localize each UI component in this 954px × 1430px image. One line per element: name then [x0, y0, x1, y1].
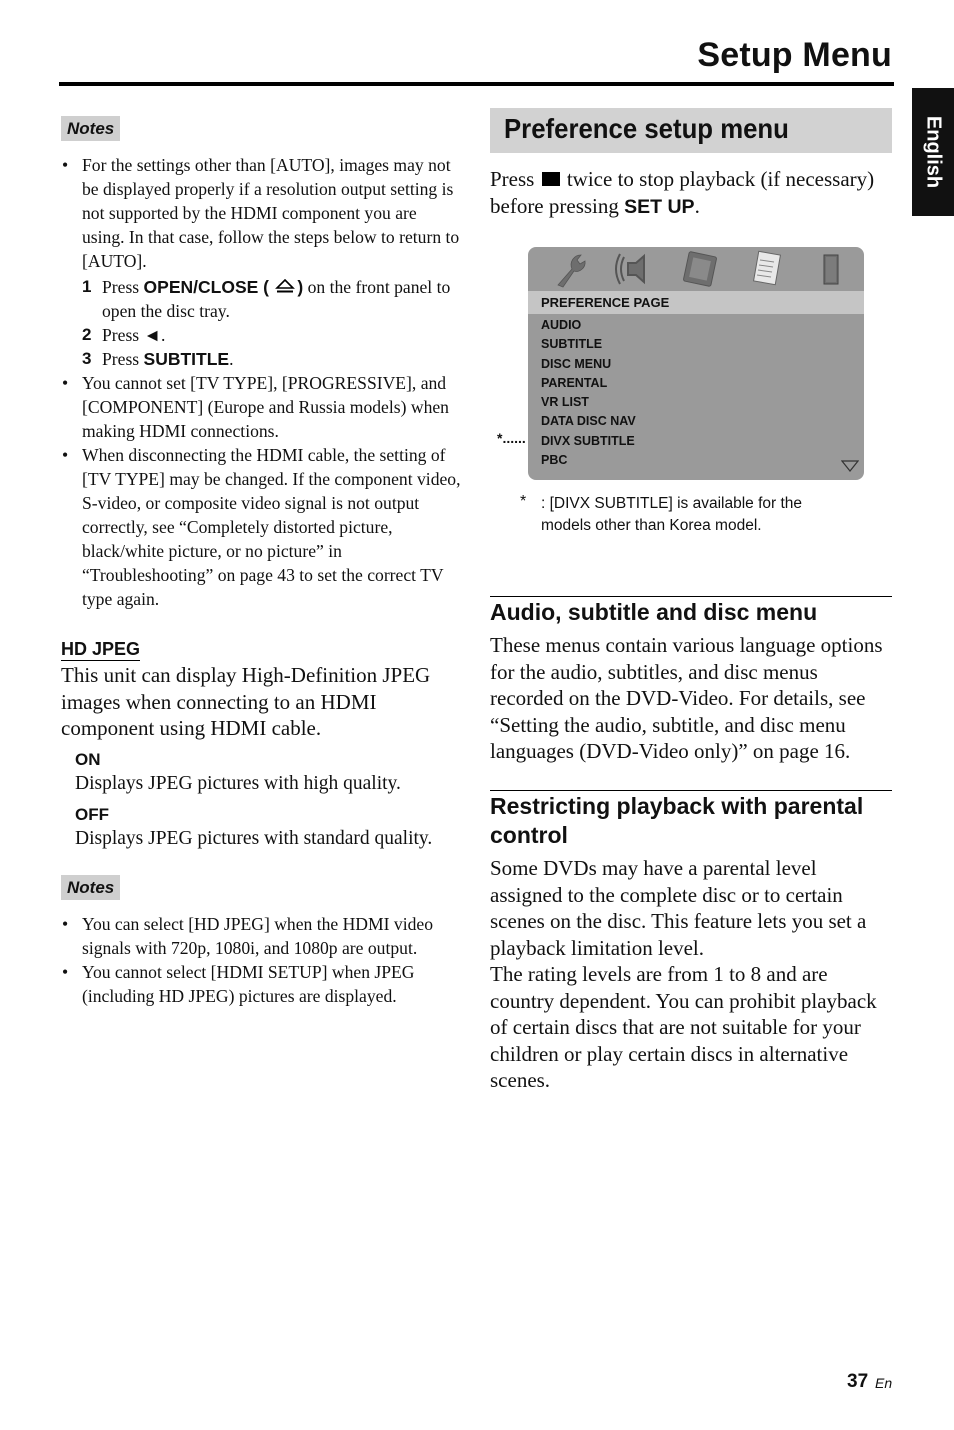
step-item: [82, 347, 461, 371]
option-on-description: Displays JPEG pictures with high quality.: [75, 773, 401, 794]
notes-list: [61, 912, 461, 1008]
notes-badge: Notes: [61, 875, 120, 900]
page-number: 37: [847, 1371, 869, 1392]
preference-page-screen: [528, 247, 864, 480]
note-bullet: • You can select [HD JPEG] when the HDMI video signals with 720p, 1080i, and 1080p are output.: [61, 912, 461, 960]
language-tab-label: English: [922, 115, 945, 189]
press-text: .: [694, 193, 700, 218]
step-item: [82, 275, 461, 323]
chevron-down-icon: [841, 460, 859, 472]
preference-heading: Preference setup menu: [504, 113, 789, 144]
audio-section-body: These menus contain various language options for the audio, subtitles, and disc menus recorded on the DVD-Video. For details, see “Setting the audio, subtitle, and disc menu languages (DVD-Video only)” on page 16.: [490, 633, 883, 763]
stop-icon: [542, 172, 560, 186]
page-language: En: [875, 1375, 893, 1391]
menu-item-disc-menu[interactable]: DISC MENU: [541, 357, 612, 371]
hd-jpeg-heading: HD JPEG: [61, 639, 141, 659]
option-off-description: Displays JPEG pictures with standard quality.: [75, 828, 433, 849]
step-text: Press: [102, 349, 144, 369]
parental-section-body: [490, 855, 894, 1094]
language-tab: [912, 88, 954, 216]
note-text: For the settings other than [AUTO], images may not be displayed properly if a resolution output setting is not supported by the HDMI component you are using. In that case, follow the steps below to return to [AUTO].: [82, 155, 460, 271]
note-bullet: • When disconnecting the HDMI cable, the setting of [TV TYPE] may be changed. If the component video, S-video, or composite video signal is not output correctly, see “Completely distorted picture, black/white picture, or no picture” in “Troubleshooting” on page 43 to set the correct TV type again.: [61, 443, 461, 611]
press-text: Press: [490, 167, 540, 191]
speaker-icon: [616, 254, 644, 284]
note-bullet: • You cannot set [TV TYPE], [PROGRESSIVE], and [COMPONENT] (Europe and Russia models) when making HDMI connections.: [61, 371, 461, 443]
step-text: .: [160, 325, 166, 345]
step-number: 1: [82, 277, 92, 296]
menu-item-divx-subtitle[interactable]: DIVX SUBTITLE: [541, 434, 635, 448]
footnote-star: *: [520, 493, 527, 510]
option-off-label: OFF: [75, 805, 109, 824]
preference-page-bar: [528, 291, 864, 314]
preference-heading-bar: [490, 108, 892, 153]
footnote-text: : [DIVX SUBTITLE] is available for the models other than Korea model.: [541, 495, 803, 534]
menu-item-pbc[interactable]: PBC: [541, 453, 568, 467]
document-icon: [754, 251, 781, 284]
option-on-label: ON: [75, 750, 101, 769]
step-number: 3: [82, 349, 92, 368]
door-icon: [824, 255, 838, 284]
step-text: Press: [102, 277, 144, 297]
note-bullet: [61, 153, 461, 371]
press-text: twice to stop playback (if necessary) before pressing: [490, 167, 875, 218]
title-rule: [59, 82, 894, 86]
osd-icon-row: [528, 247, 864, 290]
note-bullet: • You cannot select [HDMI SETUP] when JPEG (including HD JPEG) pictures are displayed.: [61, 960, 461, 1008]
notes-badge: Notes: [61, 116, 120, 141]
wrench-icon: [558, 255, 585, 287]
parental-paragraph-1: Some DVDs may have a parental level assigned to the complete disc or to certain scenes on the disc. This feature lets you set a playback limitation level.: [490, 856, 867, 960]
page-title: Setup Menu: [697, 36, 892, 74]
subtitle-key: SUBTITLE: [143, 349, 230, 369]
section-rule: [490, 596, 892, 597]
hd-jpeg-body: This unit can display High-Definition JPEG images when connecting to an HDMI component using HDMI cable.: [61, 663, 431, 740]
step-text: on the front panel to open the disc tray.: [102, 277, 451, 321]
step-number: 2: [82, 325, 92, 344]
open-close-key: OPEN/CLOSE (: [143, 277, 269, 297]
audio-section-heading: Audio, subtitle and disc menu: [490, 599, 818, 625]
divx-star-marker: *......: [497, 430, 526, 446]
notes-list: [61, 153, 461, 611]
step-text: .: [229, 349, 234, 369]
menu-item-subtitle[interactable]: SUBTITLE: [541, 337, 603, 351]
menu-item-data-disc-nav[interactable]: DATA DISC NAV: [541, 414, 636, 428]
parental-section-heading: Restricting playback with parental control: [490, 793, 864, 848]
menu-item-parental[interactable]: PARENTAL: [541, 376, 608, 390]
parental-paragraph-2: The rating levels are from 1 to 8 and are country dependent. You can prohibit playback of certain discs that are not suitable for your children or play certain discs in alternative scenes.: [490, 962, 877, 1092]
eject-icon: [275, 279, 295, 294]
step-text: Press: [102, 325, 144, 345]
setup-key: SET UP: [624, 195, 695, 218]
left-arrow-icon: ◄: [143, 325, 161, 345]
step-item: [82, 323, 461, 347]
film-icon: [683, 251, 717, 286]
preference-page-label: PREFERENCE PAGE: [541, 295, 670, 310]
open-close-key-end: ): [297, 277, 304, 297]
menu-item-audio[interactable]: AUDIO: [541, 318, 582, 332]
menu-item-vr-list[interactable]: VR LIST: [541, 395, 589, 409]
press-instruction: [490, 166, 892, 220]
section-rule: [490, 790, 892, 791]
step-list: [82, 275, 461, 371]
